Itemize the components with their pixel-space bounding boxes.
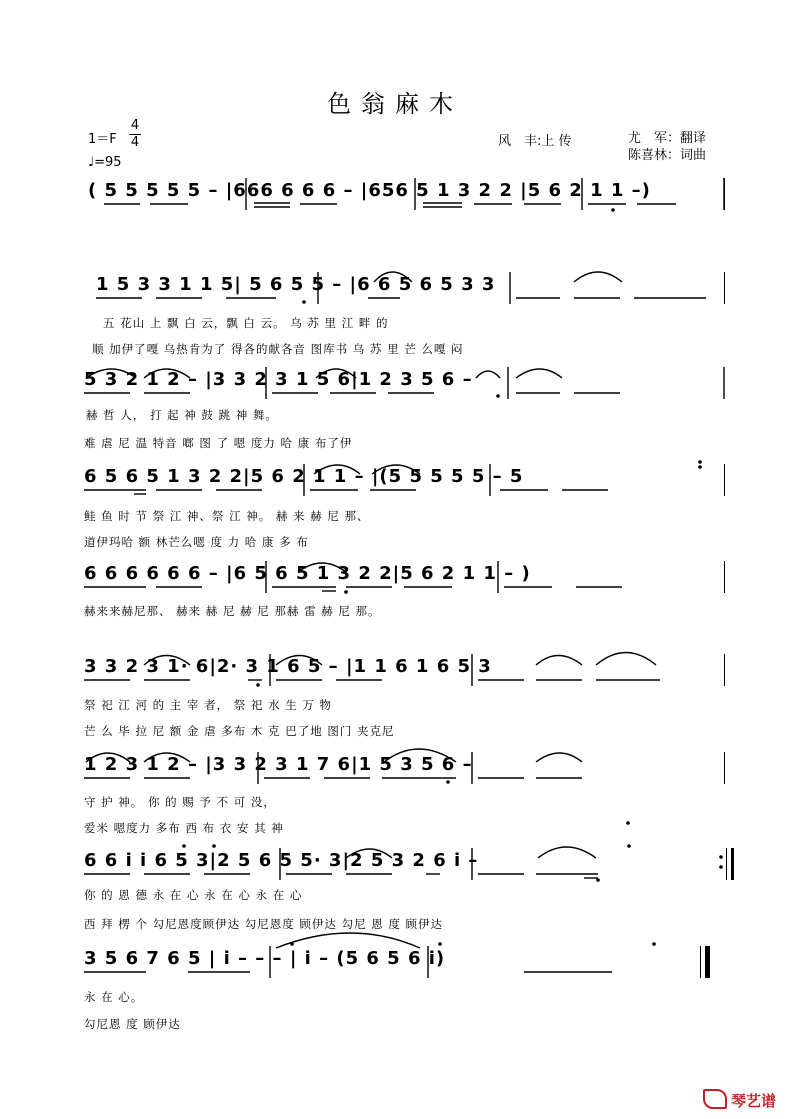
lyrics-line-2: 西 拜 楞 个 勾尼恩度顾伊达 勾尼恩度 顾伊达 勾尼 恩 度 顾伊达 (84, 917, 444, 931)
site-watermark (703, 1089, 776, 1111)
lyrics-line-1: 鲑 鱼 时 节 祭 江 神、祭 江 神。 赫 来 赫 尼 那、 (84, 509, 370, 523)
notation-line: 1 5 3 3 1 1 5| 5 6 5 5 – |6 6 5 6 5 3 3 (96, 274, 496, 295)
lyrics-line-2: 爱米 嗯度力 多布 西 布 衣 安 其 神 (84, 821, 284, 835)
tempo-marking: ♩=95 (88, 155, 122, 170)
notation-line: 6 6 6 6 6 6 – |6 5 6 5 1 3 2 2|5 6 2 1 1 – ) (84, 563, 531, 584)
lyrics-line-1: 守 护 神。 你 的 赐 予 不 可 没， (84, 795, 276, 809)
translator-credit: 尤 军：翻译 (628, 131, 707, 146)
lyrics-line-1: 五 花山 上 飘 白 云，飘 白 云。 乌 苏 里 江 畔 的 (103, 316, 389, 330)
lyrics-line-1: 永 在 心。 (84, 990, 144, 1004)
notation-line: 6 6 i i 6 5 3|2 5 6 5 5· 3|2 5 3 2 6 i – (84, 850, 479, 871)
notation-line: ( 5 5 5 5 5 – |666 6 6 6 – |656 5 1 3 2 2 |5 6 2 1 1 –) (88, 180, 651, 201)
key-signature: 1＝F (88, 132, 117, 147)
notation-line: 1 2 3 1 2 – |3 3 2 3 1 7 6|1 5 3 5 6 – (84, 754, 473, 775)
lyrics-line-2: 勾尼恩 度 顾伊达 (84, 1017, 181, 1031)
source-credit: 风 丰:上 传 (498, 134, 572, 149)
lyrics-line-2: 顺 加伊了嘎 乌热肯为了 得各的献各音 图库书 乌 苏 里 芒 么嘎 闷 (92, 342, 464, 356)
lyrics-line-1: 祭 祀 江 河 的 主 宰 者， 祭 祀 水 生 万 物 (84, 698, 333, 712)
lyrics-line-2: 难 虐 尼 温 特音 啷 图 了 嗯 度力 哈 康 布了伊 (84, 436, 353, 450)
notation-line: 3 3 2 3 1· 6|2· 3 1 6 5 – |1 1 6 1 6 5 3 (84, 656, 492, 677)
notation-line: 5 3 2 1 2 – |3 3 2 3 1 5 6|1 2 3 5 6 – (84, 369, 473, 390)
lyrics-line-1: 你 的 恩 德 永 在 心 永 在 心 永 在 心 (84, 888, 303, 902)
lyrics-line-2: 芒 么 毕 拉 尼 额 金 虐 多布 木 克 巴了地 图门 夹克尼 (84, 724, 395, 738)
time-denominator: 4 (130, 135, 140, 150)
composer-credit: 陈喜林：词曲 (628, 148, 707, 163)
time-numerator: 4 (130, 118, 140, 133)
song-title: 色翁麻木 (327, 90, 463, 118)
watermark-text: 琴艺谱 (730, 1092, 776, 1110)
notation-line: 3 5 6 7 6 5 | i – – – | i – (5 6 5 6 i) (84, 948, 446, 969)
lyrics-line-1: 赫 哲 人， 打 起 神 鼓 跳 神 舞。 (86, 408, 278, 422)
lyrics-line-1: 赫来来赫尼那、 赫来 赫 尼 赫 尼 那赫 雷 赫 尼 那。 (84, 604, 381, 618)
notation-line: 6 5 6 5 1 3 2 2|5 6 2 1 1 – |(5 5 5 5 5 – 5 (84, 466, 524, 487)
lyrics-line-2: 道伊玛哈 额 林芒么嗯 度 力 哈 康 多 布 (84, 535, 309, 549)
qinyipu-logo-icon (703, 1089, 727, 1109)
